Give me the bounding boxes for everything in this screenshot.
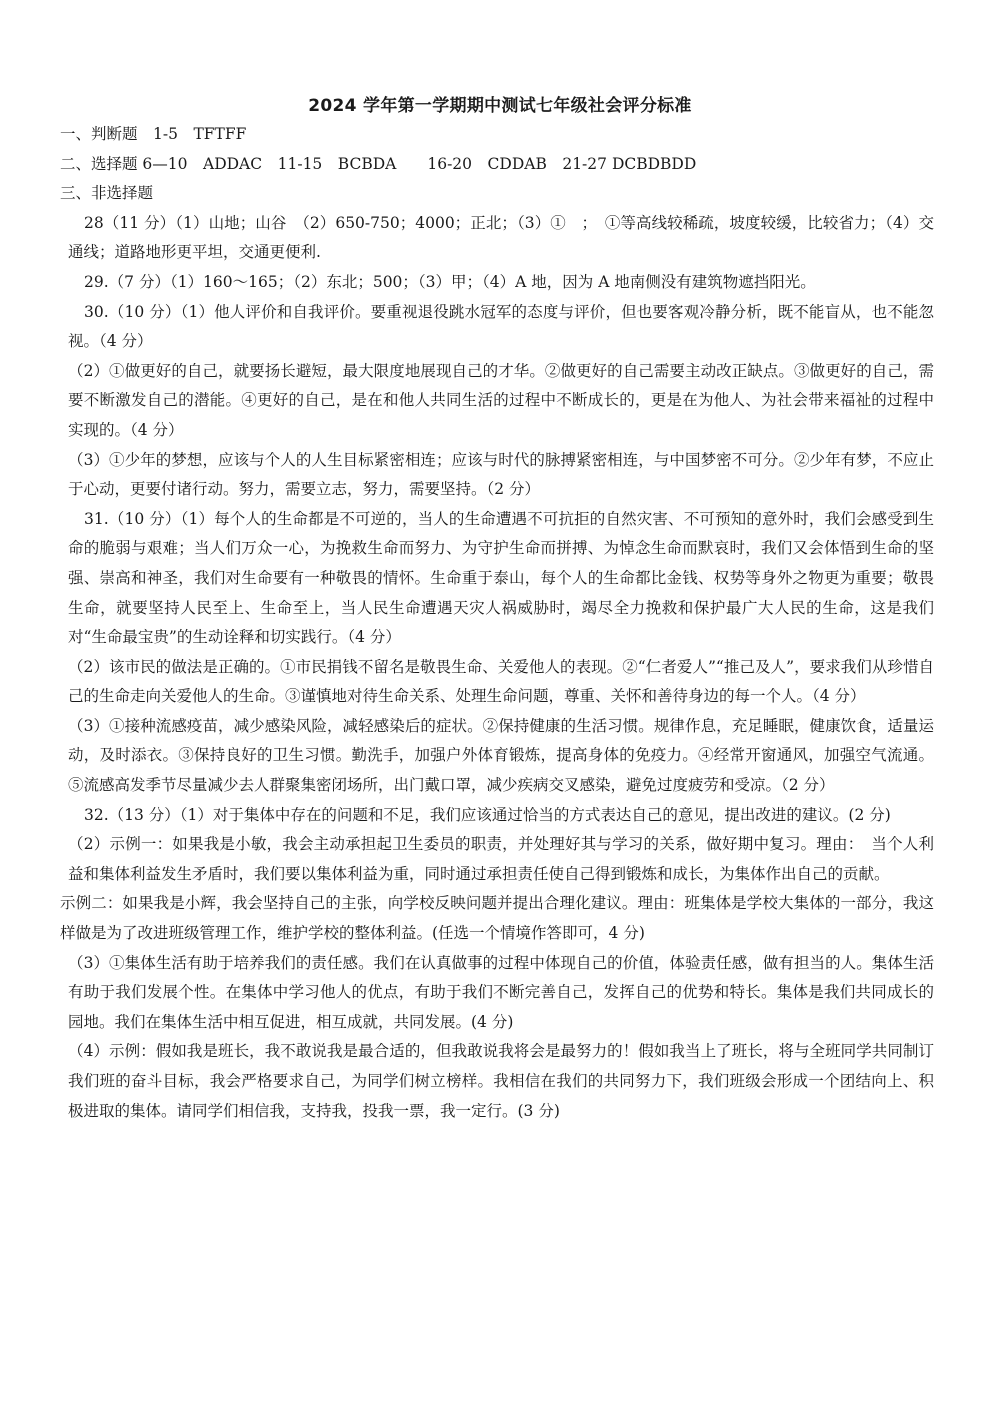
page-title: 2024 学年第一学期期中测试七年级社会评分标准 [308, 96, 692, 116]
answer-q32-part3: （3）①集体生活有助于培养我们的责任感。我们在认真做事的过程中体现自己的价值，体验责任感，做有担当的人。集体生活有助于我们发展个性。在集体中学习他人的优点，有助于我们不断完善自己，发挥自己的优势和特长。集体是我们共同成长的园地。我们在集体生活中相互促进，相互成就，共同发展。(4 分) [68, 953, 934, 1031]
answer-q31-part1: 31.（10 分）（1）每个人的生命都是不可逆的，当人的生命遭遇不可抗拒的自然灾害、不可预知的意外时，我们会感受到生命的脆弱与艰难；当人们万众一心，为挽救生命而努力、为守护生命而拼搏、为悼念生命而默哀时，我们又会体悟到生命的坚强、崇高和神圣，我们对生命要有一种敬畏的情怀。生命重于泰山，每个人的生命都比金钱、权势等身外之物更为重要；敬畏生命，就要坚持人民至上、生命至上，当人民生命遭遇天灾人祸威胁时，竭尽全力挽救和保护最广大人民的生命，这是我们对“生命最宝贵”的生动诠释和切实践行。（4 分） [68, 509, 934, 647]
answer-q32-part1: 32.（13 分）（1）对于集体中存在的问题和不足，我们应该通过恰当的方式表达自己的意见，提出改进的建议。(2 分) [84, 805, 891, 824]
section-true-false: 一、判断题 1-5 TFTFF [60, 125, 247, 143]
answer-q30-part3: （3）①少年的梦想，应该与个人的人生目标紧密相连；应该与时代的脉搏紧密相连，与中国梦密不可分。②少年有梦，不应止于心动，更要付诸行动。努力，需要立志，努力，需要坚持。（2 分） [68, 450, 934, 499]
answer-q30-part1: 30.（10 分）（1）他人评价和自我评价。要重视退役跳水冠军的态度与评价，但也要客观冷静分析，既不能盲从，也不能忽视。（4 分） [68, 302, 934, 351]
section-multiple-choice: 二、选择题 6—10 ADDAC 11-15 BCBDA 16-20 CDDAB 21-27 DCBDBDD [60, 154, 697, 173]
answer-q31-part3: （3）①接种流感疫苗，减少感染风险，减轻感染后的症状。②保持健康的生活习惯。规律作息，充足睡眠，健康饮食，适量运动，及时添衣。③保持良好的卫生习惯。勤洗手，加强户外体育锻炼，提高身体的免疫力。④经常开窗通风，加强空气流通。⑤流感高发季节尽量减少去人群聚集密闭场所，出门戴口罩，减少疾病交叉感染，避免过度疲劳和受凉。（2 分） [68, 716, 934, 795]
answer-q32-part2-example1: （2）示例一：如果我是小敏，我会主动承担起卫生委员的职责，并处理好其与学习的关系，做好期中复习。理由： 当个人利益和集体利益发生矛盾时，我们要以集体利益为重，同时通过承担责任使自己得到锻炼和成长，为集体作出自己的贡献。 [68, 835, 934, 883]
answer-q30-part2: （2）①做更好的自己，就要扬长避短，最大限度地展现自己的才华。②做更好的自己需要主动改正缺点。③做更好的自己，需要不断激发自己的潜能。④更好的自己，是在和他人共同生活的过程中不断成长的，更是在为他人、为社会带来福祉的过程中实现的。（4 分） [68, 361, 934, 439]
answer-q31-part2: （2）该市民的做法是正确的。①市民捐钱不留名是敬畏生命、关爱他人的表现。②“仁者爱人”“推己及人”，要求我们从珍惜自己的生命走向关爱他人的生命。③谨慎地对待生命关系、处理生命问题，尊重、关怀和善待身边的每一个人。（4 分） [68, 657, 934, 706]
answer-body [60, 120, 934, 1126]
answer-q29: 29.（7 分）（1）160～165；（2）东北；500；（3）甲；（4）A 地，因为 A 地南侧没有建筑物遮挡阳光。 [84, 272, 816, 291]
answer-q32-part2-example2: 示例二：如果我是小辉，我会坚持自己的主张，向学校反映问题并提出合理化建议。理由：班集体是学校大集体的一部分，我这样做是为了改进班级管理工作，维护学校的整体利益。(任选一个情境作答即可，4 分) [60, 894, 934, 943]
answer-q28: 28（11 分）（1）山地；山谷 （2）650-750；4000；正北；（3）① ； ①等高线较稀疏，坡度较缓，比较省力；（4）交通线；道路地形更平坦，交通更便利. [68, 213, 934, 262]
answer-q32-part4: （4）示例：假如我是班长，我不敢说我是最合适的，但我敢说我将会是最努力的！假如我当上了班长，将与全班同学共同制订我们班的奋斗目标，我会严格要求自己，为同学们树立榜样。我相信在我们的共同努力下，我们班级会形成一个团结向上、积极进取的集体。请同学们相信我，支持我，投我一票，我一定行。(3 分) [68, 1042, 934, 1120]
section-non-choice: 三、非选择题 [60, 184, 154, 203]
